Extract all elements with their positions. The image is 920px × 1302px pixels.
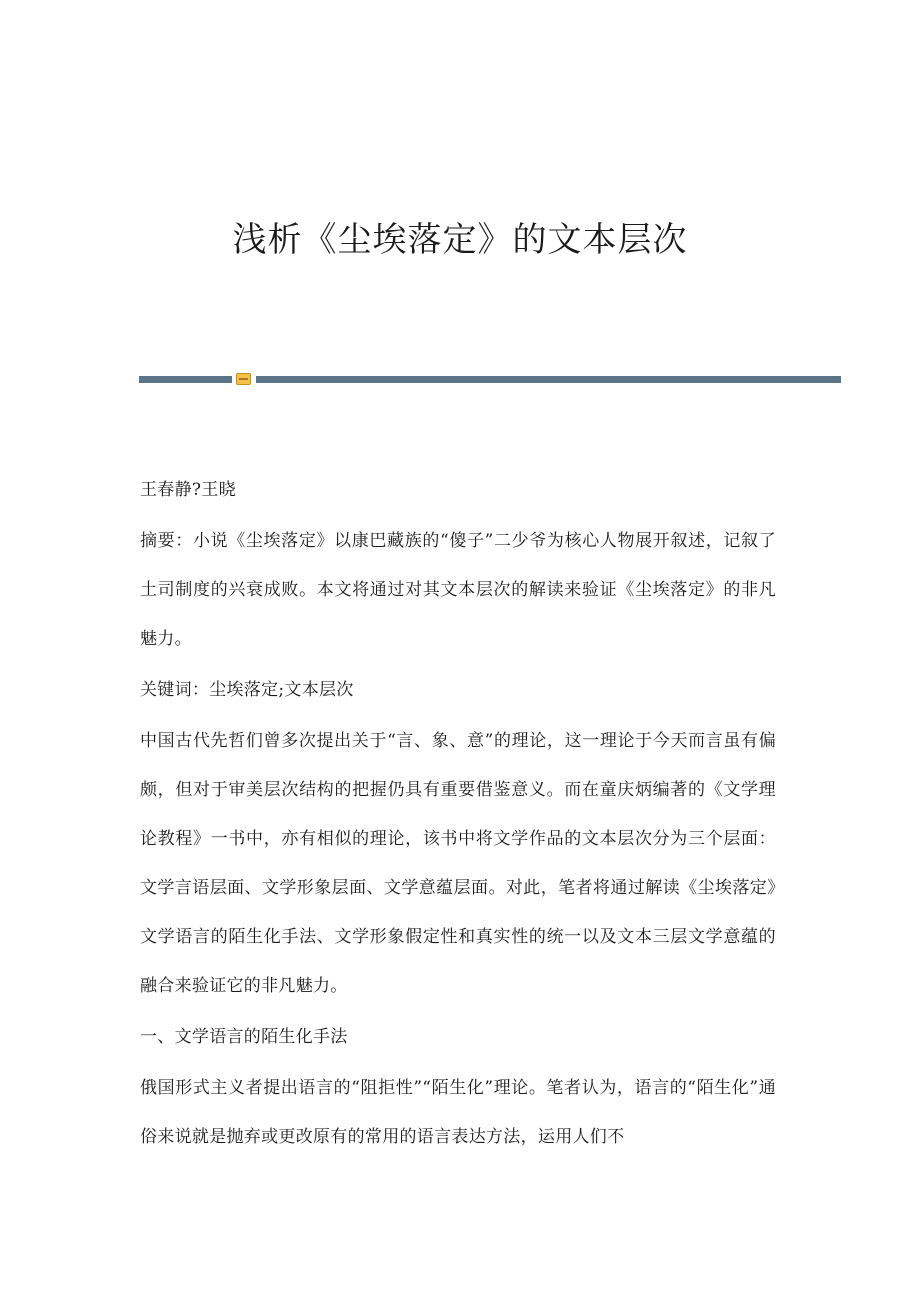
keywords: 关键词：尘埃落定;文本层次 xyxy=(140,680,354,700)
abstract: 摘要：小说《尘埃落定》以康巴藏族的“傻子”二少爷为核心人物展开叙述，记叙了土司制度的兴衰成败。本文将通过对其文本层次的解读来验证《尘埃落定》的非凡魅力。 xyxy=(140,531,776,649)
section-heading: 一、文学语言的陌生化手法 xyxy=(140,1027,348,1047)
ornament-icon xyxy=(236,373,251,385)
intro-paragraph: 中国古代先哲们曾多次提出关于“言、象、意”的理论，这一理论于今天而言虽有偏颇，但对于审美层次结构的把握仍具有重要借鉴意义。而在童庆炳编著的《文学理论教程》一书中，亦有相似的理论，该书中将文学作品的文本层次分为三个层面：文学言语层面、文学形象层面、文学意蕴层面。对此，笔者将通过解读《尘埃落定》文学语言的陌生化手法、文学形象假定性和真实性的统一以及文本三层文学意蕴的融合来验证它的非凡魅力。 xyxy=(140,731,776,996)
divider-left-bar xyxy=(139,376,232,383)
divider-right-bar xyxy=(256,376,841,383)
page-title: 浅析《尘埃落定》的文本层次 xyxy=(232,220,688,260)
article-body xyxy=(140,466,776,1162)
title-divider xyxy=(139,373,841,387)
section-paragraph: 俄国形式主义者提出语言的“阻拒性”“陌生化”理论。笔者认为，语言的“陌生化”通俗来说就是抛弃或更改原有的常用的语言表达方法，运用人们不 xyxy=(140,1078,776,1147)
authors: 王春静?王晓 xyxy=(140,480,236,500)
